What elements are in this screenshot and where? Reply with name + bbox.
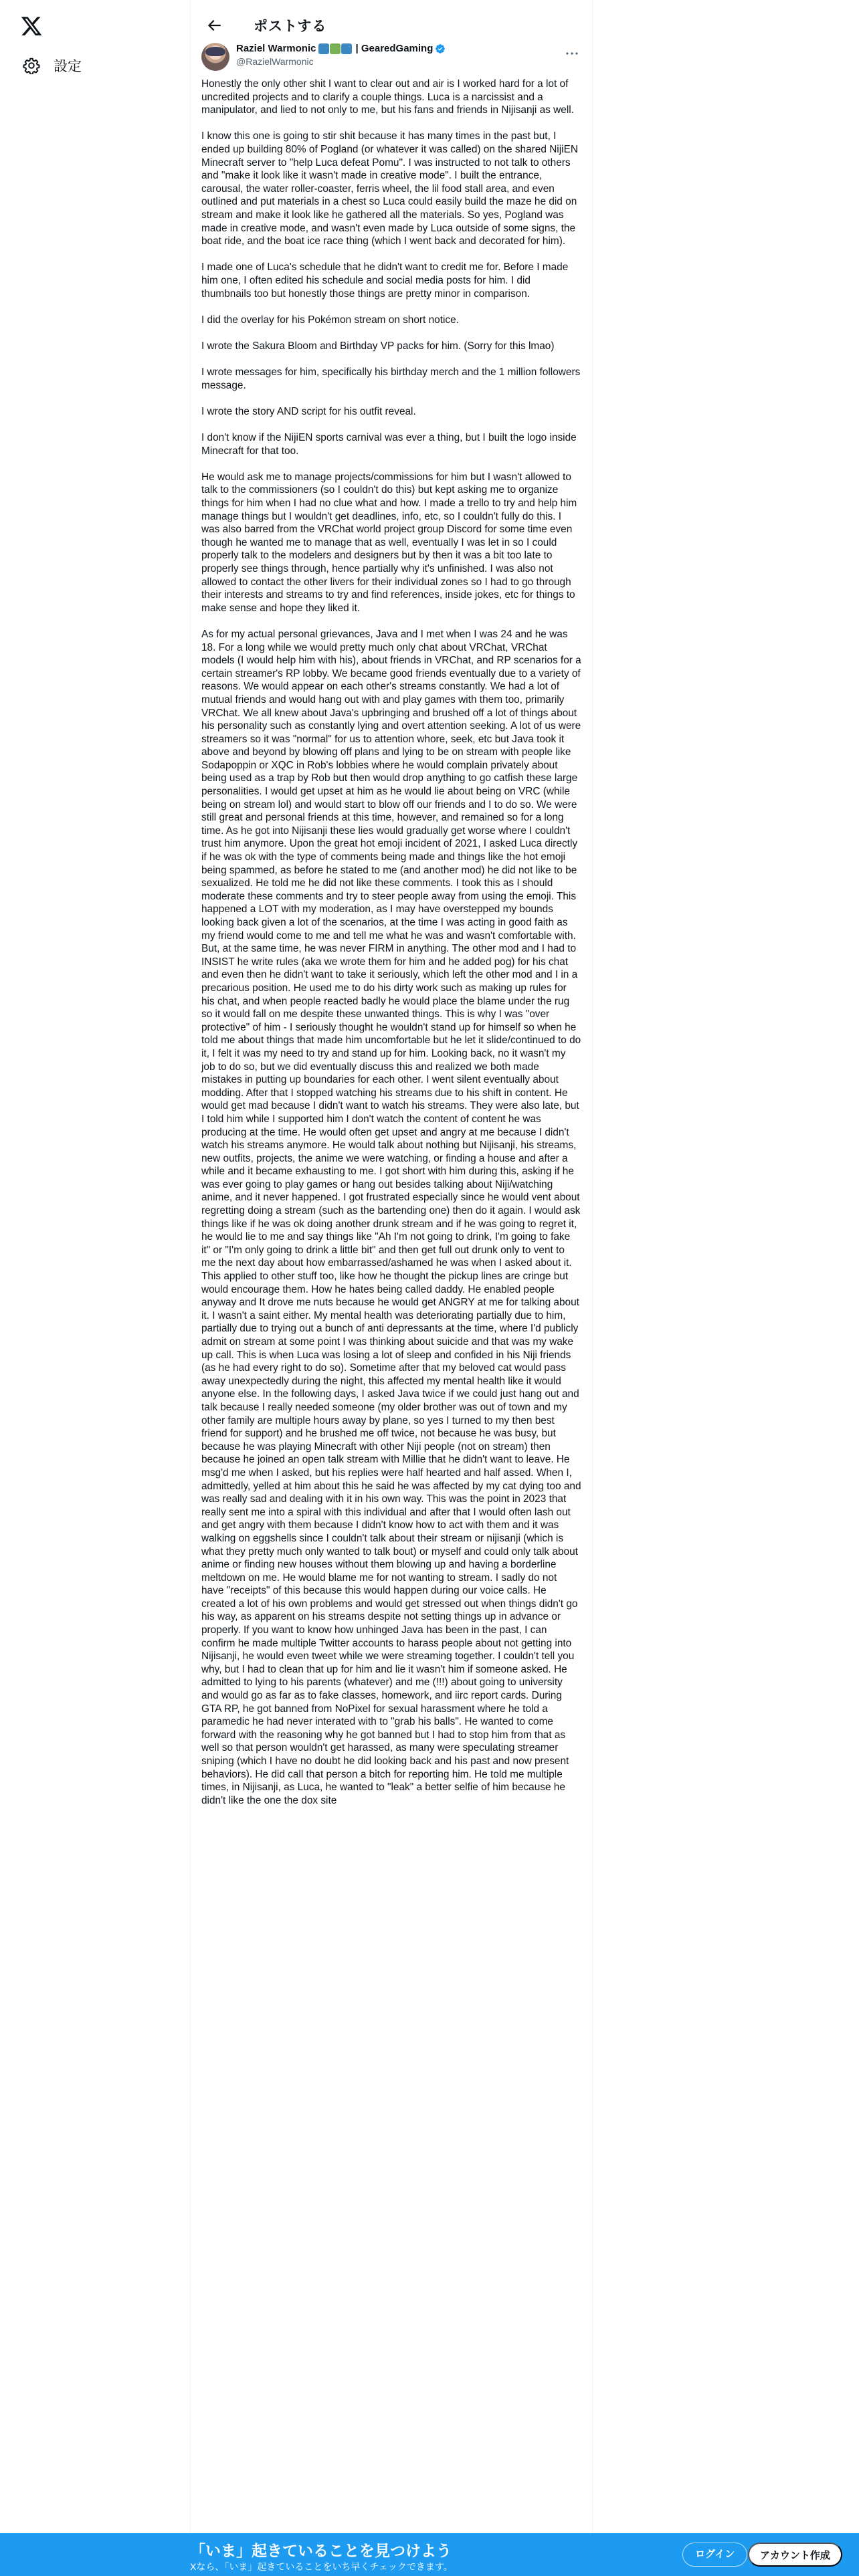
- x-logo-icon[interactable]: [20, 15, 43, 37]
- post-paragraph: I wrote the story AND script for his outfit reveal.: [201, 405, 416, 417]
- post-author: [191, 41, 592, 74]
- post-paragraph: Honestly the only other shit I want to clear out and air is I worked hard for a lot of uncredited projects and to clarify a couple things. Luca is a narcissist and a manipulator, and lied to not only to me, but his fans and friends in Nijisanji as well.: [201, 78, 574, 116]
- author-name-row[interactable]: [236, 43, 446, 54]
- main-column: [190, 0, 593, 2576]
- post-paragraph: I don't know if the NijiEN sports carnival was ever a thing, but I built the logo inside Minecraft for that too.: [201, 432, 577, 457]
- back-arrow-icon[interactable]: [205, 17, 223, 34]
- post-paragraph: I did the overlay for his Pokémon stream on short notice.: [201, 314, 459, 326]
- right-column: [593, 0, 859, 2576]
- banner-subtitle: Xなら、「いま」起きていることをいち早くチェックできます。: [190, 2561, 453, 2572]
- post-paragraph: He would ask me to manage projects/commissions for him but I wasn't allowed to talk to the commissioners (so I couldn't do this) but kept asking me to organize things for him when I had no clue what and how. I made a trello to try and help him manage things but I wouldn't get deadlines, info, etc, so I couldn't fully do this. I was also barred from the VRChat world project group Discord for some time even though he wanted me to manage that as well, eventually I was let in so I could properly talk to the modelers and designers but by then it was a bit too late to properly see things through, hence partially why it's unfinished. I was also not allowed to contact the other livers for their individual zones so I had to go through their interests and streams to try and find references, inside jokes, etc for things to make sense and hope they liked it.: [201, 471, 577, 614]
- page-title: ポストする: [254, 19, 327, 34]
- left-navigation: [0, 0, 190, 2576]
- banner-title: 「いま」起きていることを見つけよう: [190, 2542, 452, 2559]
- nav-settings-link[interactable]: [17, 52, 87, 79]
- author-name: Raziel Warmonic: [236, 43, 316, 54]
- login-button[interactable]: ログイン: [682, 2543, 747, 2567]
- author-name-suffix: | GearedGaming: [355, 43, 434, 54]
- emoji-icon: [318, 43, 329, 54]
- nav-settings-label: 設定: [54, 59, 82, 74]
- avatar[interactable]: [201, 43, 229, 71]
- signup-button[interactable]: アカウント作成: [748, 2543, 842, 2567]
- post-text: [191, 78, 592, 1807]
- name-emoji-icons: [318, 43, 353, 54]
- post-paragraph: I wrote the Sakura Bloom and Birthday VP packs for him. (Sorry for this lmao): [201, 340, 555, 352]
- post-paragraph: I know this one is going to stir shit because it has many times in the past but, I ended up building 80% of Pogland (or whatever it was called) on the shared NijiEN Minecraft server to "help Luca defeat Pomu". I was instructed to not talk to others and "make it look like it wasn't made in creative mode". I built the entrance, carousal, the water roller-coaster, ferris wheel, the lil food stall area, and even outlined and put materials in a chest so Luca could easily build the maze he did on stream and make it look like he gathered all the materials. So yes, Pogland was made in creative mode, and wasn't even made by Luca outside of some signs, the boat ride, and the boat ice race thing (which I went back and decorated for him).: [201, 130, 578, 247]
- post-paragraph: I made one of Luca's schedule that he didn't want to credit me for. Before I made him one, I often edited his schedule and social media posts for him. I did thumbnails too but honestly those things are pretty minor in comparison.: [201, 261, 569, 300]
- emoji-icon: [330, 43, 341, 54]
- post-paragraph: I wrote messages for him, specifically his birthday merch and the 1 million followers message.: [201, 366, 581, 391]
- author-handle[interactable]: @RazielWarmonic: [236, 56, 314, 67]
- more-options-icon[interactable]: [564, 45, 580, 62]
- post-paragraph: As for my actual personal grievances, Java and I met when I was 24 and he was 18. For a long while we would pretty much only chat about VRChat, VRChat models (I would help him with his), about friends in VRChat, and RP scenarios for a certain streamer's RP lobby. We became good friends eventually due to a variety of reasons. We would appear on each other's streams constantly. We had a lot of mutual friends and would hang out with and play games with them too, primarily VRChat. We all knew about Java's upbringing and brushed off a lot of things about his personality such as constantly lying and overt attention seeking. A lot of us were streamers so it was "normal" for us to attention whore, seek, etc but Java took it above and beyond by blowing off plans and lying to be on stream with people like Sodapoppin or XQC in Rob's lobbies where he would complain privately about being used as a trap by Rob but then would drop anything to go catfish these large personalities. I would get upset at him as he would lie about being on VRC (while being on stream lol) and would start to blow off our friends and I to do so. We were still great and personal friends at this time, however, and remained so for a long time. As he got into Nijisanji these lies would gradually get worse where I couldn't trust him anymore. Upon the great hot emoji incident of 2021, I asked Luca directly if he was ok with the type of comments being made and things like the hot emoji being spammed, as before he stated to me (and another mod) he did not like to be sexualized. He told me he did not like these comments. I took this as I should moderate these comments and try to steer people away from using the emoji. This happened a LOT with my moderation, as I may have overstepped my bounds looking back given a lot of the scenarios, at the time I was acting in good faith as my friend would come to me and tell me what he was and wasn't comfortable with. But, at the same time, he was never FIRM in anything. The other mod and I had to INSIST he write rules (aka we wrote them for him and he added pog) for his chat and even then he didn't want to take it seriously, which left the other mod and I in a precarious position. He used me to do his dirty work such as making up rules for his chat, and when people reacted badly he would place the blame under the rug so it would fall on me despite these unwanted things. This is why I was "over protective" of him - I seriously thought he wouldn't stand up for himself so when he told me about things that made him uncomfortable but he let it slide/continued to do it, I felt it was my need to try and stand up for him. Looking back, no it wasn't my job to do so, but we did eventually discuss this and realized we both made mistakes in putting up boundaries for each other. I went silent eventually about modding. After that I stopped watching his streams due to his shift in content. He would get mad because I didn't want to watch his streams. They were also late, but I told him while I supported him I don't watch the content of content he was producing at the time. He would often get upset and angry at me because I didn't watch his streams anymore. He would talk about nothing but Nijisanji, his streams, new outfits, projects, the anime we were watching, or finding a house and after a while and it became exhausting to me. I got short with him during this, asking if he was ever going to play games or hang out besides talking about Niji/watching anime, and it never happened. I got frustrated especially since he would vent about regretting doing a stream (such as the bartending one) then do it again. I would ask things like if he was ok doing another drunk stream and if he was going to regret it, he would lie to me and say things like "Ah I'm not going to drink, I'm going to fake it" or "I'm only going to drink a little bit" and then get full out drunk only to vent to me the next day about how embarrassed/ashamed he was when I asked about it. This applied to other stuff too, like how he thought the pickup lines are cringe but would encourage them. How he hates being called daddy. He enabled people anyway and It drove me nuts because he would get ANGRY at me for talking about it. I wasn't a saint either. My mental health was deteriorating partially due to him, partially due to trying out a bunch of anti depressants at the time, where I'd publicly admit on stream at some point I was thinking about suicide and that was my wake up call. This is when Luca was losing a lot of sleep and confided in his Niji friends (as he had every right to do so). Sometime after that my beloved cat would pass away unexpectedly during the night, this affected my mental health like it would anyone else. In the following days, I asked Java twice if we could just hang out and talk because I really needed someone (my older brother was out of town and my other family are multiple hours away by plane, so yes I turned to my then best friend for support) and he brushed me off twice, not because he was busy, but because he was playing Minecraft with other Niji people (not on stream) then because he joined an open talk stream with Millie that he didn't want to leave. He msg'd me when I asked, but his replies were half hearted and half assed. When I, admittedly, yelled at him about this he said he was affected by my cat dying too and was really sad and dealing with it in his own way. This was the point in 2023 that really sent me into a spiral with this individual and after that I would often lash out and get angry with them because I didn't know how to act with them and it was walking on eggshells since I couldn't talk about their stream or nijisanji (which is what they pretty much only wanted to talk bout) or myself and could only talk about anime or finding new houses without them blowing up and having a borderline meltdown on me. He would blame me for not wanting to stream. I sadly do not have "receipts" of this because this would happen during our voice calls. He created a lot of his own problems and would get stressed out when things didn't go his way, as apparent on his streams despite not setting things up in advance or properly. If you want to know how unhinged Java has been in the past, I can confirm he made multiple Twitter accounts to harass people about not getting into Nijisanji, he would even tweet while we were streaming together. I couldn't tell you why, but I had to clean that up for him and lie it wasn't him if someone asked. He admitted to lying to his parents (whatever) and me (!!!) about going to university and would go as far as to fake classes, homework, and iirc report cards. During GTA RP, he got banned from NoPixel for sexual harassment where he told a paramedic he had never interated with to "grab his balls". He wanted to come forward with the reasoning why he got banned but I had to stop him from that as well so that person wouldn't get harassed, as many were speculating streamer sniping (which I have no doubt he did looking back and his past and now present behaviors). He did call that person a bitch for reporting him. He told me multiple times, in Nijisanji, as Luca, he wanted to "leak" a better selfie of him because he didn't like the one the dox site: [201, 628, 581, 1806]
- gear-icon: [23, 57, 40, 74]
- verified-badge-icon: [435, 43, 446, 54]
- emoji-icon: [341, 43, 352, 54]
- signup-banner: [0, 2533, 859, 2576]
